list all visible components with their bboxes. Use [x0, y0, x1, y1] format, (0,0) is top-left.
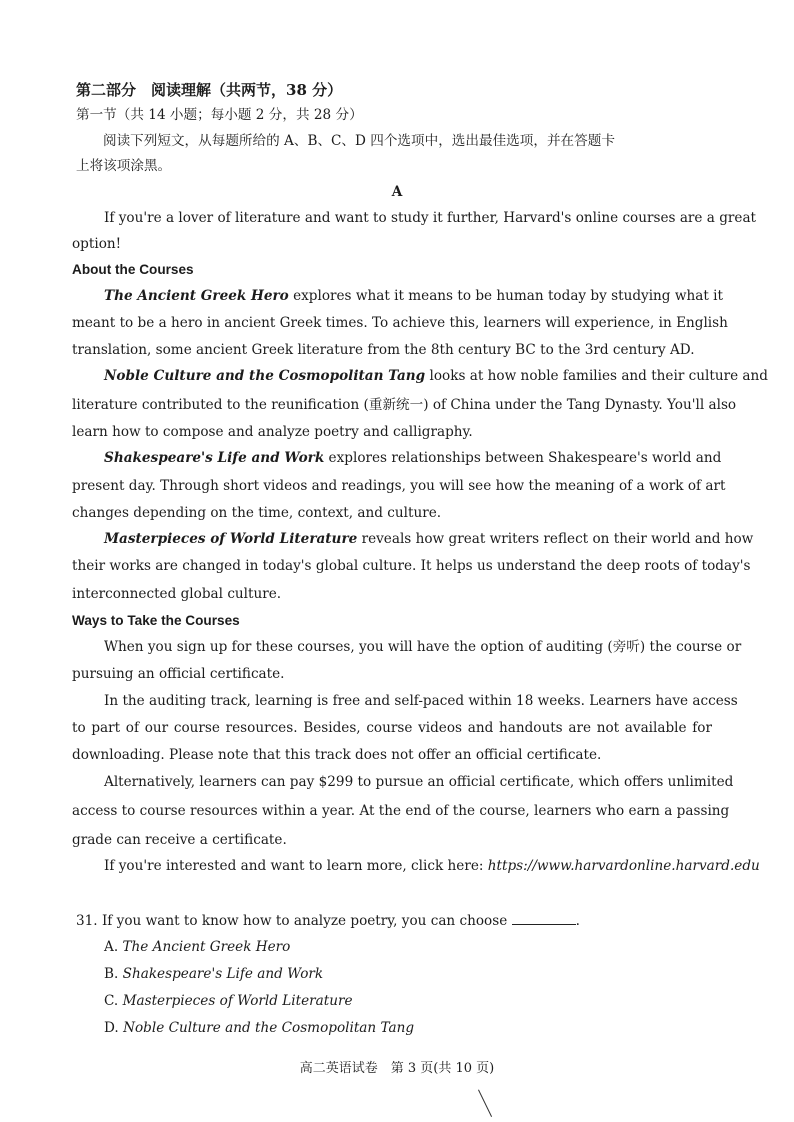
section-subtitle: 第一节（共 14 小题；每小题 2 分，共 28 分）	[76, 107, 363, 123]
course3-title: Shakespeare's Life and Work	[104, 450, 325, 466]
course4-line-3: interconnected global culture.	[72, 586, 282, 602]
option-d: D. Noble Culture and the Cosmopolitan Tang	[104, 1020, 415, 1036]
course1-title: The Ancient Greek Hero	[104, 288, 289, 304]
harvard-link[interactable]: https://www.harvardonline.harvard.edu	[487, 858, 760, 874]
page-footer: 高二英语试卷 第 3 页(共 10 页)	[299, 1061, 495, 1076]
ways-p1-line-1: When you sign up for these courses, you will have the option of auditing (旁听) the course or	[104, 639, 742, 655]
course4-line-1: Masterpieces of World Literature reveals how great writers reflect on their world and how	[104, 531, 754, 547]
answer-blank	[512, 912, 576, 925]
instruction-line-2: 上将该项涂黑。	[76, 158, 172, 174]
course1-line-1: The Ancient Greek Hero explores what it means to be human today by studying what it	[104, 288, 723, 304]
course3-line-3: changes depending on the time, context, and culture.	[72, 505, 442, 521]
intro-line-1: If you're a lover of literature and want to study it further, Harvard's online courses are a great	[104, 210, 757, 226]
option-c: C. Masterpieces of World Literature	[104, 993, 353, 1009]
section-title: 第二部分 阅读理解（共两节，38 分）	[76, 81, 343, 99]
ways-p2-line-2: to part of our course resources. Besides, course videos and handouts are not available for	[72, 720, 712, 736]
ways-p4-line: If you're interested and want to learn more, click here: https://www.harvardonline.harvard.edu	[104, 858, 760, 874]
course3-line-2: present day. Through short videos and readings, you will see how the meaning of a work of art	[72, 478, 726, 494]
course4-line-2: their works are changed in today's global culture. It helps us understand the deep roots of today's	[72, 558, 751, 574]
course3-line-1: Shakespeare's Life and Work explores relationships between Shakespeare's world and	[104, 450, 722, 466]
about-heading: About the Courses	[72, 262, 194, 277]
course2-line-2: literature contributed to the reunification (重新统一) of China under the Tang Dynasty. You'll also	[72, 397, 737, 413]
ways-p3-line-2: access to course resources within a year. At the end of the course, learners who earn a passing	[72, 803, 730, 819]
course2-title: Noble Culture and the Cosmopolitan Tang	[104, 368, 426, 384]
option-b: B. Shakespeare's Life and Work	[104, 966, 324, 982]
ways-p1-line-2: pursuing an official certificate.	[72, 666, 285, 682]
intro-line-2: option!	[72, 236, 122, 252]
course4-title: Masterpieces of World Literature	[104, 531, 358, 547]
pen-mark	[478, 1090, 492, 1117]
ways-p3-line-3: grade can receive a certificate.	[72, 832, 287, 848]
ways-p2-line-1: In the auditing track, learning is free and self-paced within 18 weeks. Learners have access	[104, 693, 738, 709]
course2-line-1: Noble Culture and the Cosmopolitan Tang looks at how noble families and their culture and	[104, 368, 768, 384]
option-a: A. The Ancient Greek Hero	[104, 939, 291, 955]
course1-line-3: translation, some ancient Greek literature from the 8th century BC to the 3rd century AD.	[72, 342, 695, 358]
course2-line-3: learn how to compose and analyze poetry and calligraphy.	[72, 424, 473, 440]
ways-p3-line-1: Alternatively, learners can pay $299 to pursue an official certificate, which offers unlimited	[104, 774, 734, 790]
passage-label: A	[391, 184, 403, 200]
instruction-line-1: 阅读下列短文，从每题所给的 A、B、C、D 四个选项中，选出最佳选项，并在答题卡	[103, 133, 615, 149]
course1-line-2: meant to be a hero in ancient Greek times. To achieve this, learners will experience, in English	[72, 315, 728, 331]
question-31-stem: 31. If you want to know how to analyze poetry, you can choose .	[76, 913, 580, 929]
ways-heading: Ways to Take the Courses	[72, 613, 240, 628]
ways-p2-line-3: downloading. Please note that this track does not offer an official certificate.	[72, 747, 602, 763]
